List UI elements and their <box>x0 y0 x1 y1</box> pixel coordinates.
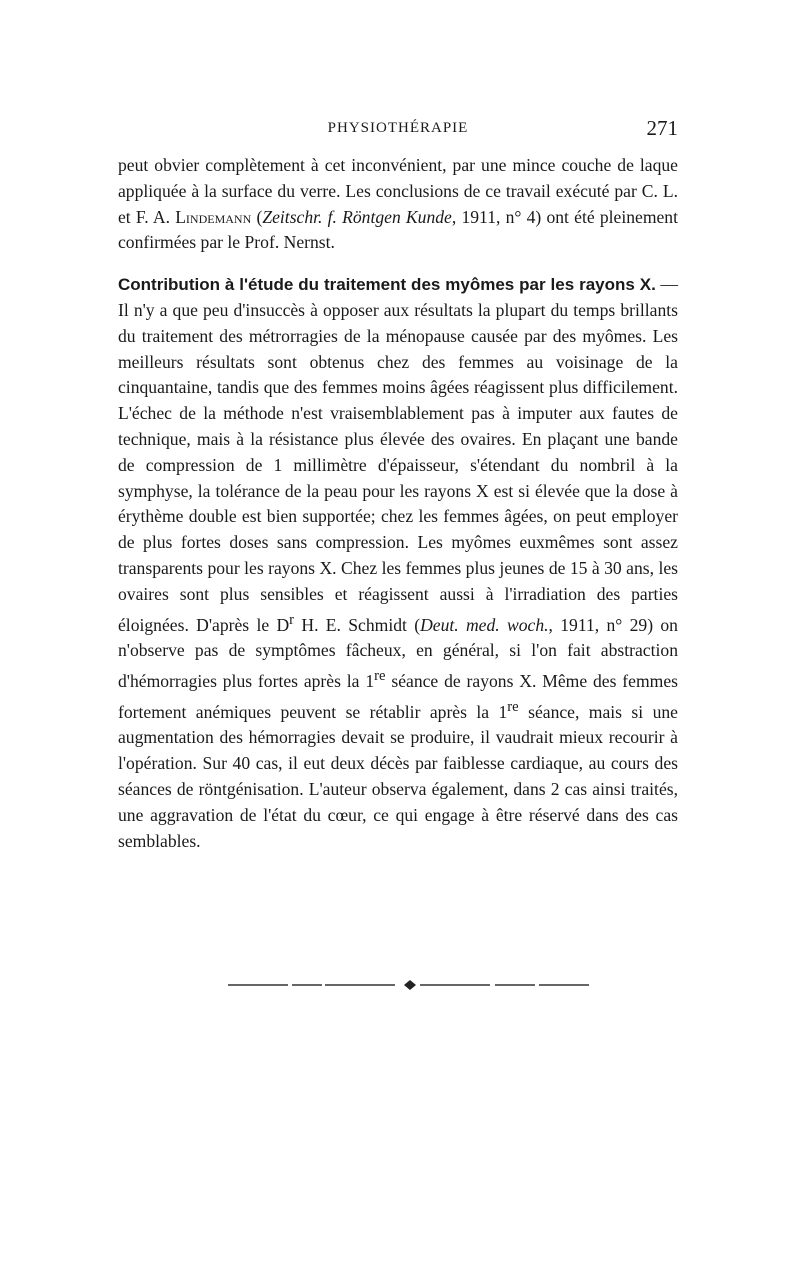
running-title: PHYSIOTHÉRAPIE <box>327 120 469 136</box>
end-ornament-divider <box>228 975 592 995</box>
journal-citation: Deut. med. woch. <box>420 614 549 635</box>
body-text <box>118 153 678 854</box>
page-number: 271 <box>646 116 678 140</box>
journal-citation: Zeitschr. f. Röntgen Kunde <box>262 206 452 227</box>
author-name: Lindemann <box>175 206 252 227</box>
page-header <box>118 116 678 150</box>
section-paragraph: Contribution à l'étude du traitement des myômes par les rayons X. — Il n'y a que peu d'insuccès à opposer aux résultats la plupart du temps brillants du traitement des métrorragies de la ménopause causée par des myômes. Les meilleurs résultats sont obtenus chez des femmes au voisinage de la cinquantaine, tandis que des femmes moins âgées réagissent plus difficilement. L'échec de la méthode n'est vraisemblablement pas à imputer aux fautes de technique, mais à la résistance plus élevée des ovaires. En plaçant une bande de compression de 1 millimètre d'épaisseur, s'étendant du nombril à la symphyse, la tolérance de la peau pour les rayons X est si élevée que la dose à érythème double est bien supportée; chez les femmes âgées, on peut employer de plus fortes doses sans compression. Les myômes euxmêmes sont assez transparents pour les rayons X. Chez les femmes plus jeunes de 15 à 30 ans, les ovaires sont plus sensibles et réagissent aussi à l'irradiation des parties éloignées. D'après le $D^r$ H. E. Schmidt (Deut. med. woch., 1911, n° 29) on n'observe pas de symptômes fâcheux, en général, si l'on fait abstraction d'hémorragies plus fortes après la 1re séance de rayons X. Même des femmes fortement anémiques peuvent se rétablir après la 1re séance, mais si une augmentation des hémorragies devait se produire, il vaudrait mieux recourir à l'opération. Sur 40 cas, il eut deux décès par faiblesse cardiaque, au cours des séances de röntgénisation. L'auteur observa également, dans 2 cas ainsi traités, une aggravation de l'état du cœur, ce qui engage à être réservé dans des cas semblables. <box>118 274 678 851</box>
section-heading: Contribution à l'étude du traitement des myômes par les rayons X. <box>118 275 656 295</box>
paragraph-continuation: peut obvier complètement à cet inconvénient, par une mince couche de laque appliquée à la surface du verre. Les conclusions de ce travail exécuté par C. L. et F. A. Lindemann (Zeitschr. f. Röntgen Kunde, 1911, n° 4) ont été pleinement confirmées par le Prof. Nernst. <box>118 155 678 253</box>
